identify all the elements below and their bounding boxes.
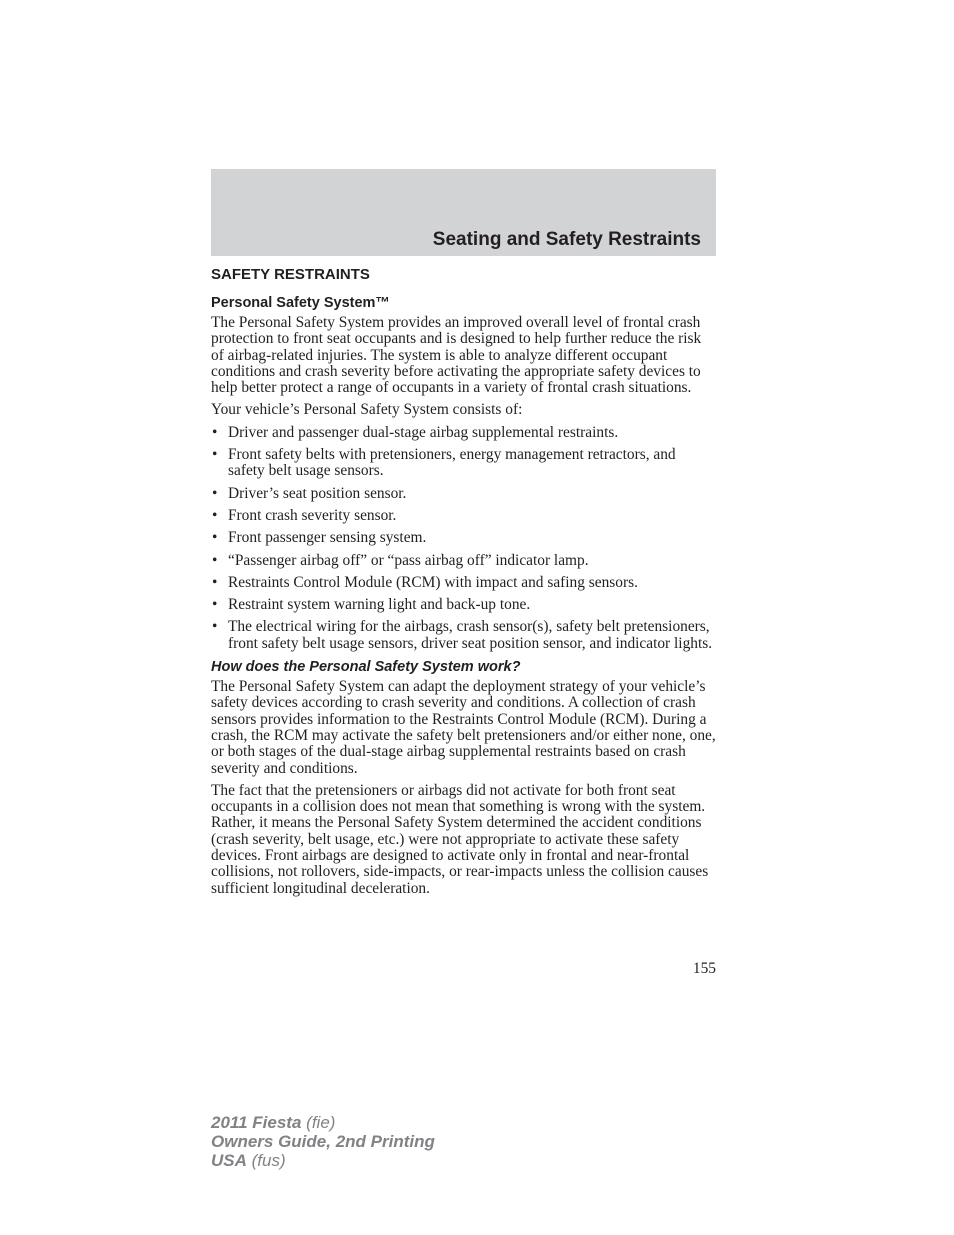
list-item: • Driver and passenger dual-stage airbag supplemental restraints. <box>212 423 619 441</box>
bullet-icon: • <box>212 446 218 464</box>
consists-of-paragraph: Your vehicle’s Personal Safety System consists of: <box>211 401 523 419</box>
footer-line-edition: Owners Guide, 2nd Printing <box>211 1132 435 1151</box>
bullet-icon: • <box>212 573 218 591</box>
bullet-icon: • <box>212 529 218 547</box>
bullet-icon: • <box>212 484 218 502</box>
list-item: • Restraint system warning light and back-up tone. <box>212 596 531 614</box>
footer-line-model: 2011 Fiesta (fie) <box>211 1113 336 1132</box>
intro-paragraph: The Personal Safety System provides an improved overall level of frontal crash protection to front seat occupants and is designed to help further reduce the risk of airbag-related injuries. The system is able to analyze different occupant conditions and crash severity before activating the appropriate safety devices to help better protect a range of occupants in a variety of frontal crash situations. <box>211 314 702 397</box>
answer-paragraph-2: The fact that the pretensioners or airbags did not activate for both front seat occupants in a collision does not mean that something is wrong with the system. Rather, it means the Personal Safety System determined the accident conditions (crash severity, belt usage, etc.) were not appropriate to activate these safety devices. Front airbags are designed to activate only in frontal and near-frontal collisions, not rollovers, side-impacts, or rear-impacts unless the collision causes sufficient longitudinal deceleration. <box>211 781 709 897</box>
bullet-icon: • <box>212 423 218 441</box>
list-item: • Front passenger sensing system. <box>212 529 427 547</box>
chapter-title: Seating and Safety Restraints <box>432 229 701 250</box>
list-item: • “Passenger airbag off” or “pass airbag off” indicator lamp. <box>212 551 589 569</box>
question-heading: How does the Personal Safety System work? <box>211 659 521 676</box>
document-footer <box>211 1113 435 1170</box>
answer-paragraph-1: The Personal Safety System can adapt the deployment strategy of your vehicle’s safety devices according to crash severity and conditions. A collection of crash sensors provides information to the Restraints Control Module (RCM). During a crash, the RCM may activate the safety belt pretensioners and/or either none, one, or both stages of the dual-stage airbag supplemental restraints based on crash severity and conditions. <box>211 678 716 777</box>
chapter-header-band <box>211 169 716 256</box>
list-item: • Restraints Control Module (RCM) with impact and safing sensors. <box>212 573 638 591</box>
footer-line-market: USA (fus) <box>211 1151 286 1170</box>
subsection-heading: Personal Safety System™ <box>211 295 390 311</box>
bullet-icon: • <box>212 596 218 614</box>
list-item: • Front crash severity sensor. <box>212 506 397 524</box>
list-item: • Driver’s seat position sensor. <box>212 484 407 502</box>
bullet-icon: • <box>212 618 218 636</box>
section-heading: SAFETY RESTRAINTS <box>211 266 370 283</box>
page-number: 155 <box>692 960 716 977</box>
component-list <box>211 425 716 652</box>
page-content <box>211 266 716 903</box>
bullet-icon: • <box>212 551 218 569</box>
list-item: • The electrical wiring for the airbags, crash sensor(s), safety belt pretensioners, front safety belt usage sensors, driver seat position sensor, and indicator lights. <box>212 618 713 652</box>
list-item: • Front safety belts with pretensioners, energy management retractors, and safety belt usage sensors. <box>212 446 676 480</box>
bullet-icon: • <box>212 506 218 524</box>
